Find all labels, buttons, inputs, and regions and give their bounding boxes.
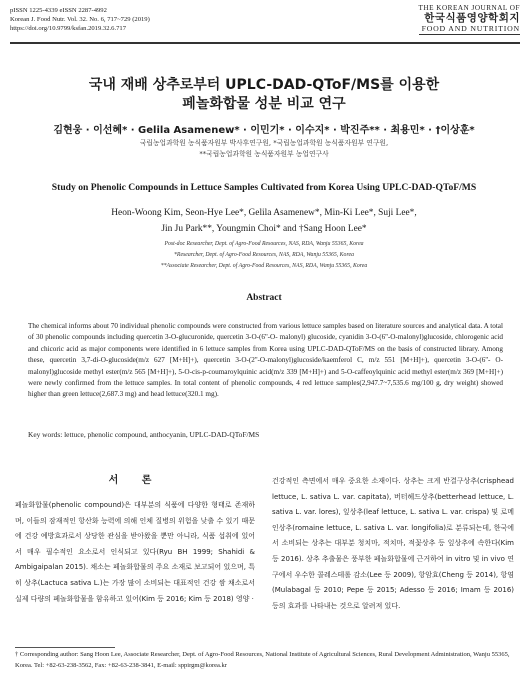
journal-name-en: THE KOREAN JOURNAL OF xyxy=(418,4,520,12)
journal-meta xyxy=(10,6,150,33)
english-affiliation-line3: **Associate Researcher, Dept. of Agro-Food Resources, NAS, RDA, Wanju 55365, Korea xyxy=(160,263,368,269)
english-authors-line1: Heon-Woong Kim, Seon-Hye Lee*, Gelila Asamenew*, Min-Ki Lee*, Suji Lee*, xyxy=(111,208,417,218)
journal-name-sub: FOOD AND NUTRITION xyxy=(419,24,520,35)
journal-volume-line: Korean J. Food Nutr. Vol. 32. No. 6, 717~729 (2019) xyxy=(10,16,150,23)
introduction-text-right: 건강적인 측면에서 매우 중요한 소재이다. 상추는 크게 반결구상추(crisphead lettuce, L. sativa L. var. capitata), 버터헤드상추(betterhead lettuce, L. sativa L. var. lores), 잎상추(leaf lettuce, L. sativa L. var. crispa) 및 로메인상추(romaine lettuce, L. sativa L. var. longifolia)로 분류되는데, 한국에서 소비되는 상추는 대부분 청치마, 적치마, 적꽃상추 등 잎상추에 속한다(Kim 등 2016). 상추 추출물은 풍부한 페놀화합물에 근거하여 in vitro 및 in vivo 연구에서 우수한 콜레스테롤 감소(Lee 등 2009), 항암효(Cheng 등 2014), 항염(Mulabagal 등 2010; Pepe 등 2015; Adesso 등 2016; Imam 등 2016) 등의 효과를 나타내는 것으로 알려져 있다. xyxy=(272,477,514,610)
english-affiliations xyxy=(0,239,528,272)
abstract-heading: Abstract xyxy=(246,293,282,303)
korean-title-line2: 페놀화합물 성분 비교 연구 xyxy=(182,96,346,112)
introduction-text-left: 페놀화합물(phenolic compound)은 대부분의 식품에 다양한 형태로 존재하며, 이들의 잠재적인 항산화 능력에 의해 인체 질병의 위험을 낮출 수 있기 때문에 건강 예방효과로서 상당한 관심을 받아왔을 뿐만 아니라, 식품 섭취에 있어서 매우 필수적인 요소로서 인식되고 있다(Ryu BH 1999; Shahidi & Ambigaipalan 2015). 채소는 페놀화합물의 주요 소재로 보고되어 있으며, 특히 상추(Lactuca sativa L.)는 가장 많이 소비되는 대표적인 건강 쌈 채소로서 실제 다량의 페놀화합물을 함유하고 있어(Kim 등 2016; Kim 등 2018) 영양 · xyxy=(15,501,255,603)
keywords: Key words: lettuce, phenolic compound, anthocyanin, UPLC-DAD-QToF/MS xyxy=(28,430,260,439)
body-right-column xyxy=(272,474,514,614)
header-rule xyxy=(10,42,520,44)
journal-masthead xyxy=(419,4,520,35)
korean-title xyxy=(0,76,528,114)
body-left-column xyxy=(15,474,255,607)
english-authors xyxy=(0,205,528,237)
korean-authors: 김현웅 · 이선혜* · Gelila Asamenew* · 이민기* · 이수지* · 박진주** · 최용민* · †이상훈* xyxy=(53,125,475,136)
corresponding-author-footnote: † Corresponding author: Sang Hoon Lee, Associate Researcher, Dept. of Agro-Food Resources, National Institute of Agricultural Sciences, Rural Development Administration, Wanju 55365, Korea. Tel: +82-63-238-3562, Fax: +82-63-238-3841, E-mail: sppirgm@korea.kr xyxy=(15,651,510,669)
issn-line: pISSN 1225-4339 eISSN 2287-4992 xyxy=(10,7,107,14)
english-affiliation-line1: Post-doc Researcher, Dept. of Agro-Food Resources, NAS, RDA, Wanju 55365, Korea xyxy=(164,241,364,247)
english-authors-line2: Jin Ju Park**, Youngmin Choi* and †Sang Hoon Lee* xyxy=(161,224,367,234)
korean-affiliations xyxy=(0,138,528,159)
english-affiliation-line2: *Researcher, Dept. of Agro-Food Resources, NAS, RDA, Wanju 55365, Korea xyxy=(174,252,354,258)
footnote-rule xyxy=(15,647,115,648)
english-title: Study on Phenolic Compounds in Lettuce Samples Cultivated from Korea Using UPLC-DAD-QToF/MS xyxy=(51,182,477,193)
korean-affiliation-line2: **국립농업과학원 농식품자원부 농업연구사 xyxy=(199,149,329,158)
abstract-body: The chemical informs about 70 individual phenolic compounds were constructed from various lettuce samples based on literature sources and analytical data. A total of 30 phenolic compounds including quercetin 3-O-glucuronide, quercetin 3-O-(6''-O- malonyl) glucoside, cyanidin 3-O-(6''-O-malonyl)glucoside, chlorogenic acid and chicoric acid as major components were identified in 6 lettuce samples from Korea using UPLC-DAD-QToF/MS on the basis of constructed library. Among these, quercetin 3,7-di-O-glucoside(m/z 627 [M+H]+), quercetin 3-O-(2''-O-malonyl)glucoside/kaemferol C, m/z 551 [M+H]+), quercetin 3-O-(6''- O-malonyl)glucoside methyl ester(m/z 565 [M+H]+), 5-O-cis-p-coumaroylquinic acid(m/z 339 [M+H]+) and 5-O-caffeoylquinic acid methyl ester(m/z 369 [M+H]+) were newly confirmed from the lettuce samples. In total content of phenolic compounds, 4 red lettuce samples(2,947.7~7,535.6 mg/100 g, dry weight) showed higher than green lettuce(2,687.3 mg) and head lettuce(320.1 mg). xyxy=(28,322,503,399)
korean-affiliation-line1: 국립농업과학원 농식품자원부 박사후연구원, *국립농업과학원 농식품자원부 연구원, xyxy=(139,139,389,147)
korean-title-line1: 국내 재배 상추로부터 UPLC-DAD-QToF/MS를 이용한 xyxy=(88,77,440,93)
introduction-heading: 서 론 xyxy=(108,475,162,486)
journal-name-ko: 한국식품영양학회지 xyxy=(424,12,520,24)
doi-link[interactable]: https://doi.org/10.9799/ksfan.2019.32.6.717 xyxy=(10,25,127,32)
